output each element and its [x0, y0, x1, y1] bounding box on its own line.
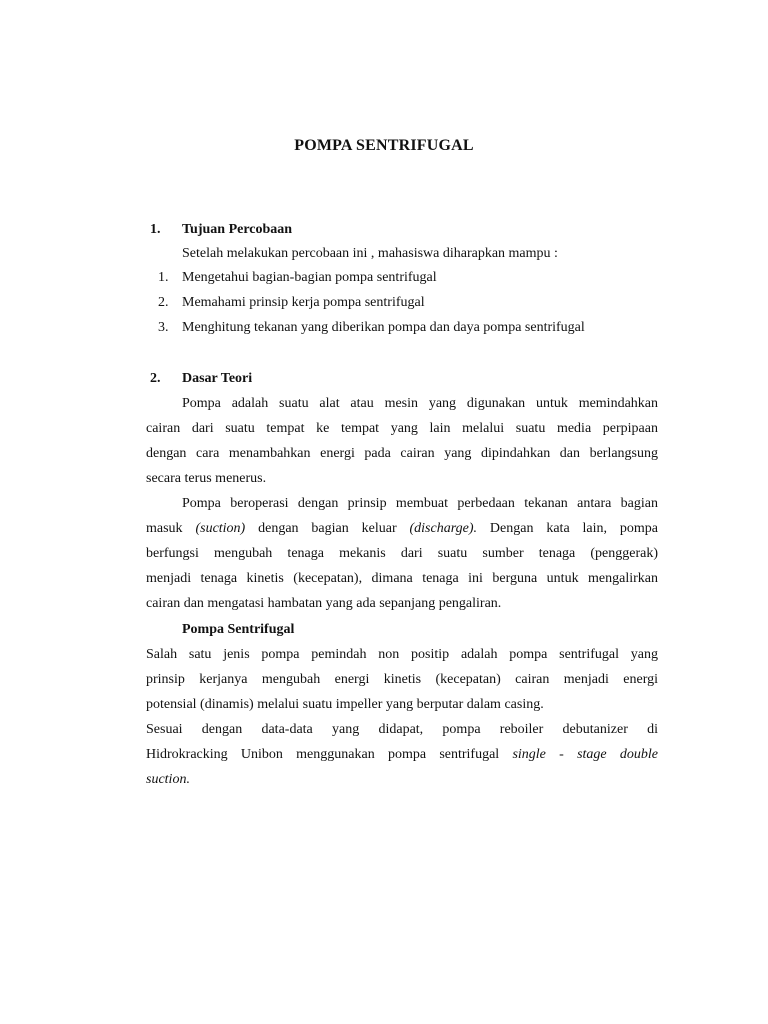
paragraph-line: suction. — [146, 772, 190, 787]
list-item-number: 2. — [158, 295, 169, 310]
paragraph-line: Salah satu jenis pompa pemindah non positip adalah pompa sentrifugal yang — [146, 647, 658, 662]
paragraph-line: berfungsi mengubah tenaga mekanis dari suatu sumber tenaga (penggerak) — [146, 546, 658, 561]
paragraph-line: Pompa beroperasi dengan prinsip membuat perbedaan tekanan antara bagian — [182, 496, 658, 511]
paragraph-line: Sesuai dengan data-data yang didapat, pompa reboiler debutanizer di — [146, 722, 658, 737]
paragraph-line: secara terus menerus. — [146, 471, 267, 486]
paragraph-line: Pompa adalah suatu alat atau mesin yang digunakan untuk memindahkan — [182, 396, 658, 411]
paragraph-line: cairan dan mengatasi hambatan yang ada sepanjang pengaliran. — [146, 596, 502, 611]
section-1-intro: Setelah melakukan percobaan ini , mahasiswa diharapkan mampu : — [182, 246, 558, 261]
section-2-number: 2. — [150, 371, 161, 386]
list-item-number: 1. — [158, 270, 169, 285]
section-1-number: 1. — [150, 222, 161, 237]
paragraph-line: Hidrokracking Unibon menggunakan pompa sentrifugal single - stage double — [146, 747, 658, 762]
subheading: Pompa Sentrifugal — [182, 622, 295, 637]
list-item: Memahami prinsip kerja pompa sentrifugal — [182, 295, 425, 310]
paragraph-line: masuk (suction) dengan bagian keluar (discharge). Dengan kata lain, pompa — [146, 521, 659, 536]
paragraph-line: potensial (dinamis) melalui suatu impeller yang berputar dalam casing. — [146, 697, 544, 712]
paragraph-line: dengan cara menambahkan energi pada cairan yang dipindahkan dan berlangsung — [146, 446, 658, 461]
paragraph-line: menjadi tenaga kinetis (kecepatan), dimana tenaga ini berguna untuk mengalirkan — [146, 571, 658, 586]
paragraph-line: cairan dari suatu tempat ke tempat yang lain melalui suatu media perpipaan — [146, 421, 658, 436]
section-1-heading: Tujuan Percobaan — [182, 222, 293, 237]
section-2-heading: Dasar Teori — [182, 371, 253, 386]
page-title: POMPA SENTRIFUGAL — [294, 137, 474, 154]
paragraph-line: prinsip kerjanya mengubah energi kinetis (kecepatan) cairan menjadi energi — [146, 672, 658, 687]
list-item-number: 3. — [158, 320, 169, 335]
list-item: Mengetahui bagian-bagian pompa sentrifugal — [182, 270, 437, 285]
list-item: Menghitung tekanan yang diberikan pompa dan daya pompa sentrifugal — [182, 320, 585, 335]
